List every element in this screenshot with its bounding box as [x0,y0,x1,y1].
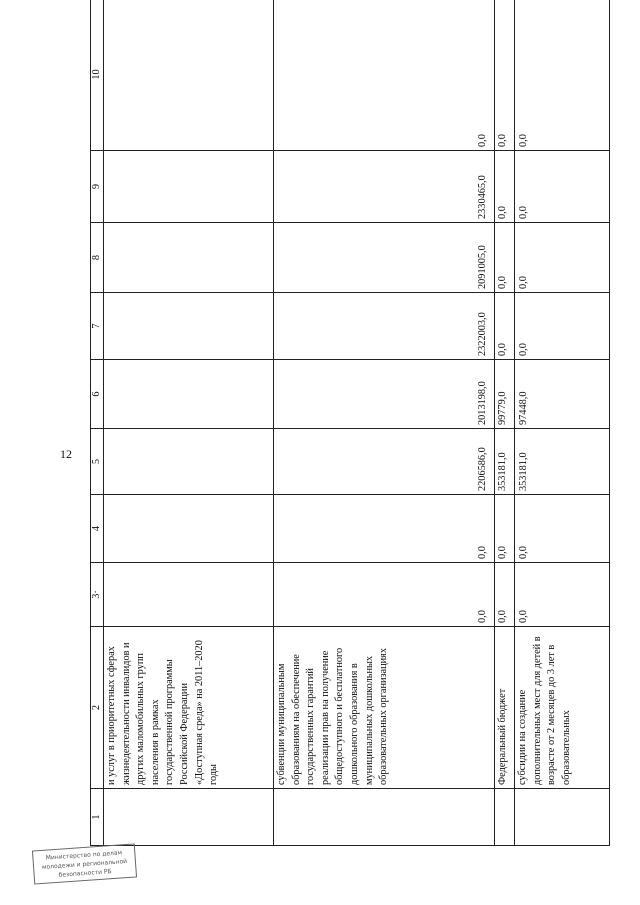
row-number-cell [515,789,610,846]
stamp-line: безопасности РБ [58,868,112,879]
value-cell: 0,0 [515,0,610,151]
value-cell [104,293,274,360]
value-cell [104,0,274,151]
value-cell: 2013198,0 [274,360,495,429]
table-row [515,0,610,846]
stamp-line: молодежи и региональной [41,858,128,871]
rotated-table-container [90,19,608,846]
budget-table [90,0,610,846]
value-cell: 99779,0 [495,360,515,429]
value-cell: 0,0 [495,563,515,627]
value-cell [104,151,274,223]
column-header: 7 [91,293,104,360]
value-cell: 353181,0 [515,429,610,495]
column-header: 3· [91,563,104,627]
value-cell: 0,0 [274,0,495,151]
table-row [495,0,515,846]
row-description: и услуг в приоритетных сферах жизнедеятельности инвалидов и других маломобильных групп населения в рамках государственной программы Российской Федерации «Доступная среда» на 2011–2020 годы [104,627,274,789]
column-header: 10 [91,0,104,151]
value-cell: 0,0 [495,495,515,563]
value-cell: 0,0 [515,495,610,563]
column-header: 6 [91,360,104,429]
row-description: Федеральный бюджет [495,627,515,789]
stamp-line: Министерство по делам [45,849,123,862]
row-description: субсидии на создание дополнительных мест для детей в возрасте от 2 месяцев до 3 лет в образовательных [515,627,610,789]
column-header: 4 [91,495,104,563]
value-cell [104,563,274,627]
page-number: 12 [60,447,72,461]
value-cell: 2091005,0 [274,223,495,293]
table-row [104,0,274,846]
value-cell: 2330465,0 [274,151,495,223]
value-cell: 0,0 [495,151,515,223]
value-cell: 0,0 [274,563,495,627]
value-cell: 97448,0 [515,360,610,429]
row-description: субвенции муниципальным образованиям на обеспечение государственных гарантий реализации прав на получение общедоступного и бесплатного дошкольного образования в муниципальных дошкольных образовательных организациях [274,627,495,789]
row-number-cell [495,789,515,846]
value-cell: 0,0 [495,223,515,293]
value-cell: 0,0 [495,0,515,151]
header-row [91,0,104,846]
ministry-stamp [32,843,137,884]
value-cell [104,495,274,563]
value-cell: 2322003,0 [274,293,495,360]
row-number-cell [104,789,274,846]
value-cell: 353181,0 [495,429,515,495]
value-cell [104,223,274,293]
value-cell: 0,0 [495,293,515,360]
value-cell: 0,0 [515,293,610,360]
value-cell [104,429,274,495]
value-cell: 0,0 [515,151,610,223]
value-cell: 2206586,0 [274,429,495,495]
column-header: 5 [91,429,104,495]
row-number-cell [274,789,495,846]
value-cell: 0,0 [274,495,495,563]
column-header: 1 [91,789,104,846]
column-header: 8 [91,223,104,293]
value-cell: 0,0 [515,223,610,293]
column-header: 2 [91,627,104,789]
column-header: 9 [91,151,104,223]
value-cell: 0,0 [515,563,610,627]
value-cell [104,360,274,429]
table-row [274,0,495,846]
